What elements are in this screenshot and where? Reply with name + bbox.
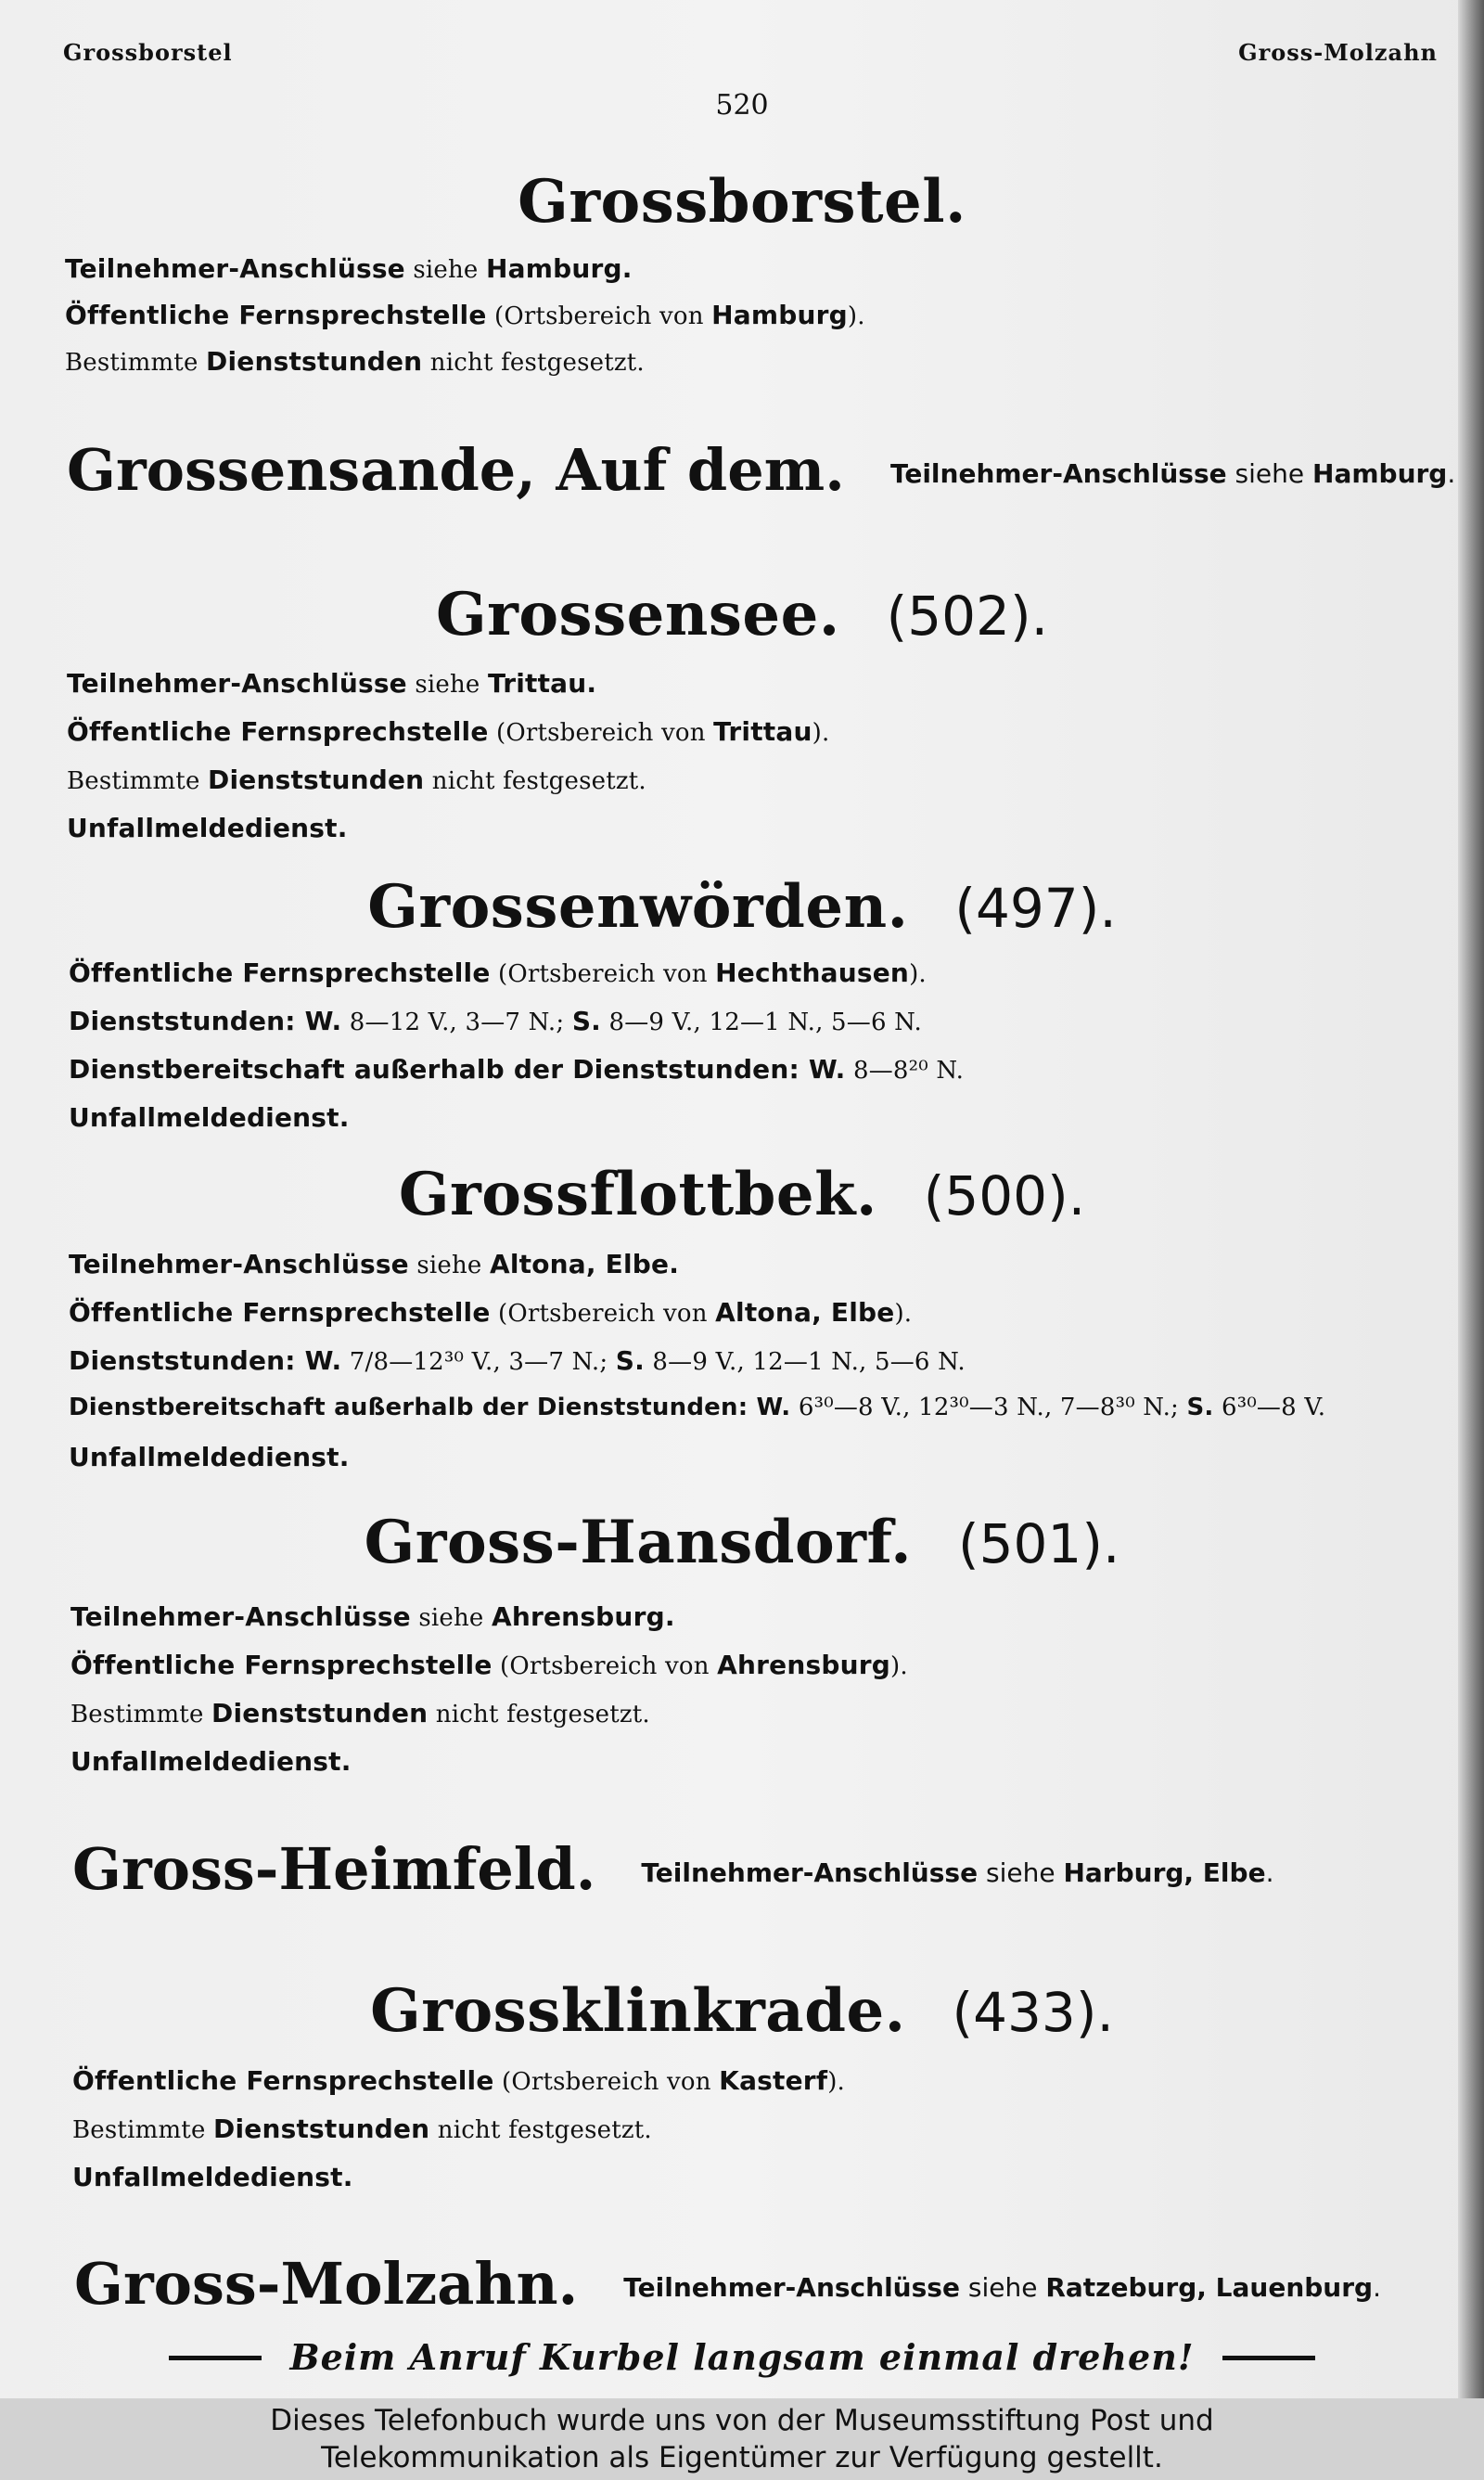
entry-line: Dienstbereitschaft außerhalb der Dienststunden: W. 8—8²⁰ N. <box>69 1054 965 1085</box>
entry-title <box>67 436 1455 504</box>
page-number: 520 <box>715 89 769 122</box>
entry-code: (433). <box>952 1981 1114 2044</box>
entry-code: (500). <box>923 1164 1086 1227</box>
entry-name: Gross-Molzahn. <box>74 2250 579 2318</box>
entry-line: Dienststunden: W. 8—12 V., 3—7 N.; S. 8—9 V., 12—1 N., 5—6 N. <box>69 1006 922 1036</box>
entry-line: Bestimmte Dienststunden nicht festgesetzt. <box>67 765 646 795</box>
entry-title <box>74 2250 1381 2318</box>
entry-name: Grossensee. <box>435 580 840 649</box>
entry-line: Dienststunden: W. 7/8—12³⁰ V., 3—7 N.; S. 8—9 V., 12—1 N., 5—6 N. <box>69 1345 966 1376</box>
entry-name: Grossborstel. <box>518 167 966 237</box>
entry-line: Öffentliche Fernsprechstelle (Ortsbereich von Altona, Elbe). <box>69 1297 913 1328</box>
entry-line: Öffentliche Fernsprechstelle (Ortsbereich von Trittau). <box>67 716 830 747</box>
entry-title <box>0 1160 1484 1229</box>
footer-rule-left <box>169 2356 262 2360</box>
entry-name: Grossklinkrade. <box>370 1976 906 2046</box>
entry-name: Gross-Heimfeld. <box>72 1835 596 1903</box>
entry-line: Teilnehmer-Anschlüsse siehe Ahrensburg. <box>70 1601 675 1632</box>
banner-line-1: Dieses Telefonbuch wurde uns von der Museumsstiftung Post und <box>270 2404 1214 2437</box>
entry-title <box>0 580 1484 649</box>
entry-line: Bestimmte Dienststunden nicht festgesetzt. <box>72 2114 652 2144</box>
entry-line: Teilnehmer-Anschlüsse siehe Trittau. <box>67 668 597 699</box>
entry-line: Bestimmte Dienststunden nicht festgesetzt. <box>65 346 645 377</box>
banner-line-2: Telekommunikation als Eigentümer zur Verfügung gestellt. <box>321 2441 1163 2474</box>
entry-line: Dienstbereitschaft außerhalb der Dienststunden: W. 6³⁰—8 V., 12³⁰—3 N., 7—8³⁰ N.; S. 6³⁰—8 V. <box>69 1394 1326 1421</box>
entry-line: Öffentliche Fernsprechstelle (Ortsbereich von Kasterf). <box>72 2065 846 2096</box>
entry-tail: Teilnehmer-Anschlüsse siehe Hamburg. <box>889 458 1456 489</box>
entry-name: Grossensande, Auf dem. <box>67 436 845 504</box>
entry-title <box>0 167 1484 237</box>
entry-line: Öffentliche Fernsprechstelle (Ortsbereich von Hamburg). <box>65 300 865 330</box>
entry-line: Öffentliche Fernsprechstelle (Ortsbereich von Hechthausen). <box>69 957 927 988</box>
entry-line: Unfallmeldedienst. <box>72 2162 353 2192</box>
entry-line: Teilnehmer-Anschlüsse siehe Altona, Elbe. <box>69 1249 680 1279</box>
provenance-banner <box>0 2398 1484 2480</box>
entry-name: Grossenwörden. <box>367 872 909 942</box>
entry-line: Unfallmeldedienst. <box>67 813 348 843</box>
entry-code: (497). <box>954 877 1117 940</box>
running-header-right: Gross-Molzahn <box>1238 39 1438 66</box>
entry-tail: Teilnehmer-Anschlüsse siehe Harburg, Elbe. <box>641 1857 1274 1888</box>
entry-title <box>0 872 1484 942</box>
entry-title <box>0 1508 1484 1577</box>
entry-line: Teilnehmer-Anschlüsse siehe Hamburg. <box>65 253 633 284</box>
footer-slogan <box>0 2336 1484 2378</box>
entry-code: (501). <box>957 1512 1120 1575</box>
entry-title <box>0 1976 1484 2046</box>
entry-name: Gross-Hansdorf. <box>364 1508 912 1577</box>
entry-code: (502). <box>886 585 1049 648</box>
running-header-left: Grossborstel <box>63 39 233 66</box>
footer-slogan-text: Beim Anruf Kurbel langsam einmal drehen! <box>289 2336 1195 2378</box>
entry-line: Bestimmte Dienststunden nicht festgesetzt. <box>70 1698 650 1728</box>
entry-title <box>72 1835 1273 1903</box>
entry-tail: Teilnehmer-Anschlüsse siehe Ratzeburg, Lauenburg. <box>623 2272 1381 2303</box>
entry-line: Öffentliche Fernsprechstelle (Ortsbereich von Ahrensburg). <box>70 1650 908 1680</box>
entry-name: Grossflottbek. <box>398 1160 877 1229</box>
footer-rule-right <box>1222 2356 1315 2360</box>
entry-line: Unfallmeldedienst. <box>70 1746 352 1777</box>
entry-line: Unfallmeldedienst. <box>69 1102 350 1133</box>
entry-line: Unfallmeldedienst. <box>69 1442 350 1472</box>
